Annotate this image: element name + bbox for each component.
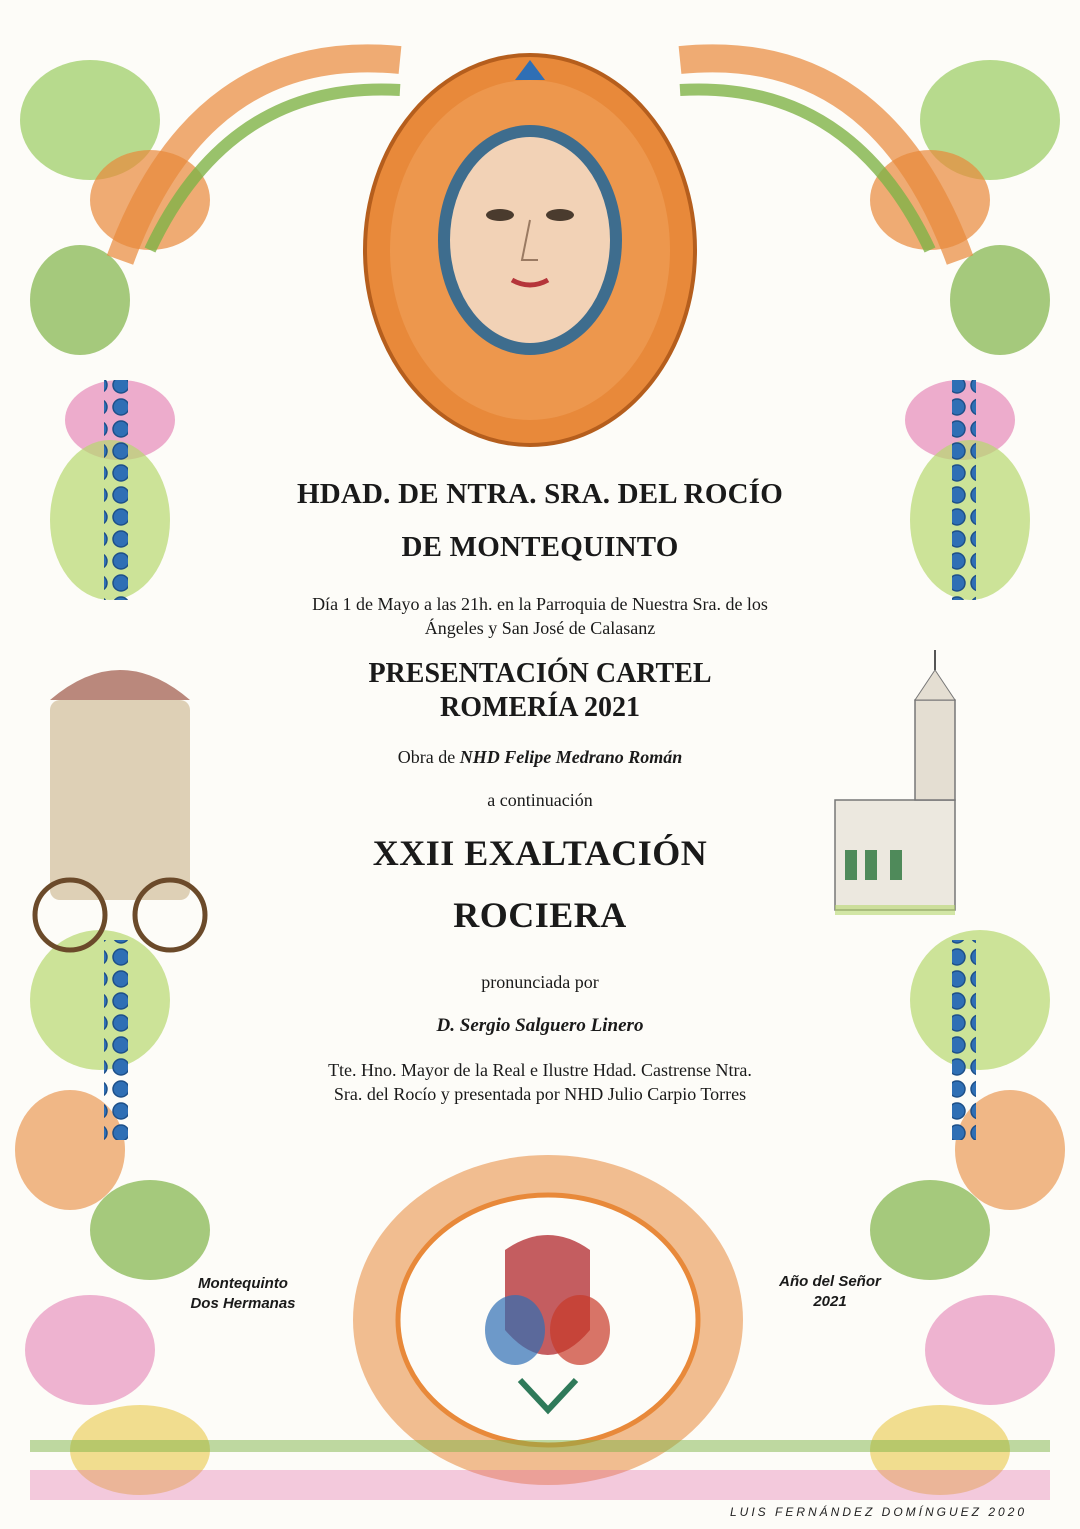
year-line2: 2021 <box>813 1293 847 1310</box>
year-line1: Año del Señor <box>779 1273 881 1290</box>
presentation-line1: PRESENTACIÓN CARTEL <box>368 658 712 689</box>
speaker-name: D. Sergio Salguero Linero <box>436 1015 644 1036</box>
virgin-medallion <box>365 55 695 445</box>
brotherhood-emblem <box>353 1155 743 1485</box>
presentation-heading <box>240 657 840 725</box>
brotherhood-name-line2: DE MONTEQUINTO <box>401 531 679 563</box>
exaltation-line1: XXII EXALTACIÓN <box>372 833 708 873</box>
header-block <box>240 478 840 564</box>
church-drawing <box>835 650 955 910</box>
year-label <box>765 1272 895 1312</box>
event-intro-line2: Ángeles y San José de Calasanz <box>424 618 656 638</box>
presentation-line2: ROMERÍA 2021 <box>440 692 640 723</box>
work-credit <box>240 745 840 769</box>
continuation-text: a continuación <box>487 790 593 810</box>
speaker-desc-line2: Sra. del Rocío y presentada por NHD Julio Carpio Torres <box>333 1084 747 1104</box>
brotherhood-name-line1: HDAD. DE NTRA. SRA. DEL ROCÍO <box>297 478 783 510</box>
speaker-desc-line1: Tte. Hno. Mayor de la Real e Ilustre Hdad. Castrense Ntra. <box>328 1060 752 1080</box>
bottom-scrolls <box>30 1440 1050 1500</box>
simpecado-carriage <box>35 670 205 950</box>
event-intro <box>240 592 840 640</box>
pronounced-by: pronunciada por <box>481 972 599 992</box>
event-intro-line1: Día 1 de Mayo a las 21h. en la Parroquia de Nuestra Sra. de los <box>312 594 768 614</box>
work-author: NHD Felipe Medrano Román <box>459 747 683 767</box>
speaker-description <box>240 1058 840 1106</box>
exaltation-line2: ROCIERA <box>453 895 627 935</box>
location-line1: Montequinto <box>198 1275 288 1292</box>
location-label <box>178 1274 308 1314</box>
work-prefix: Obra de <box>397 747 460 767</box>
right-foliage <box>870 60 1065 1495</box>
location-line2: Dos Hermanas <box>190 1295 296 1312</box>
artist-signature: LUIS FERNÁNDEZ DOMÍNGUEZ 2020 <box>730 1505 1028 1519</box>
